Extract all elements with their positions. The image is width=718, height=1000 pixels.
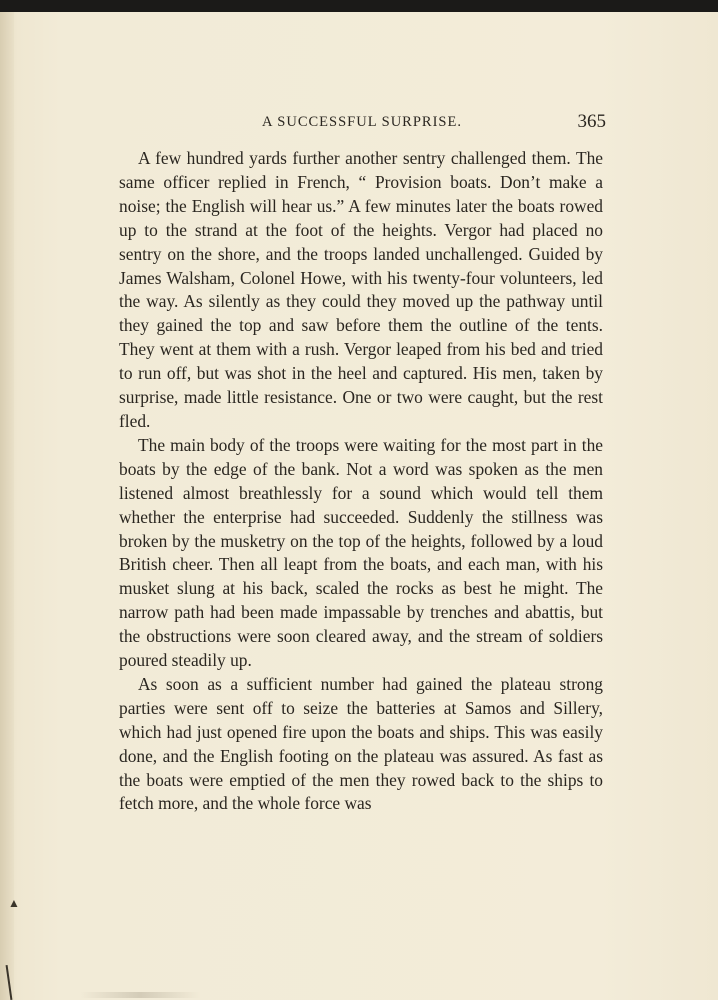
margin-mark-icon: ▲	[8, 896, 20, 910]
page-smudge	[80, 992, 200, 998]
paragraph-3: As soon as a sufficient number had gained the plateau strong parties were sent off to seize the batteries at Samos and Sillery, which had just opened fire upon the boats and ships. This was easily done, and the English footing on the plateau was assured. As fast as the boats were emptied of the men they rowed back to the ships to fetch more, and the whole force was	[119, 673, 603, 814]
running-title: A SUCCESSFUL SURPRISE.	[262, 114, 462, 130]
paragraph-1: A few hundred yards further another sentry challenged them. The same officer replied in French, “ Provision boats. Don’t make a noise; the English will hear us.” A few minutes later the boats rowed up to the strand at the foot of the heights. Vergor had placed no sentry on the shore, and the troops landed unchallenged. Guided by James Walsham, Colonel Howe, with his twenty-four volunteers, led the way. As silently as they could they moved up the pathway until they gained the top and saw before them the outline of the tents. They went at them with a rush. Vergor leaped from his bed and tried to run off, but was shot in the heel and captured. His men, taken by surprise, made little resistance. One or two were caught, but the rest fled.	[119, 148, 603, 431]
scan-top-edge	[0, 0, 718, 12]
page-gutter	[0, 12, 14, 1000]
running-head	[120, 111, 606, 138]
page-number: 365	[577, 111, 606, 132]
paragraph-2: The main body of the troops were waiting for the most part in the boats by the edge of the bank. Not a word was spoken as the men listened almost breathlessly for a sound which would tell them whether the enterprise had succeeded. Suddenly the stillness was broken by the musketry on the top of the heights, followed by a loud British cheer. Then all leapt from the boats, and each man, with his musket slung at his back, scaled the rocks as best he might. The narrow path had been made impassable by trenches and abattis, but the obstructions were soon cleared away, and the stream of soldiers poured steadily up.	[119, 434, 603, 671]
body-text	[119, 147, 603, 816]
